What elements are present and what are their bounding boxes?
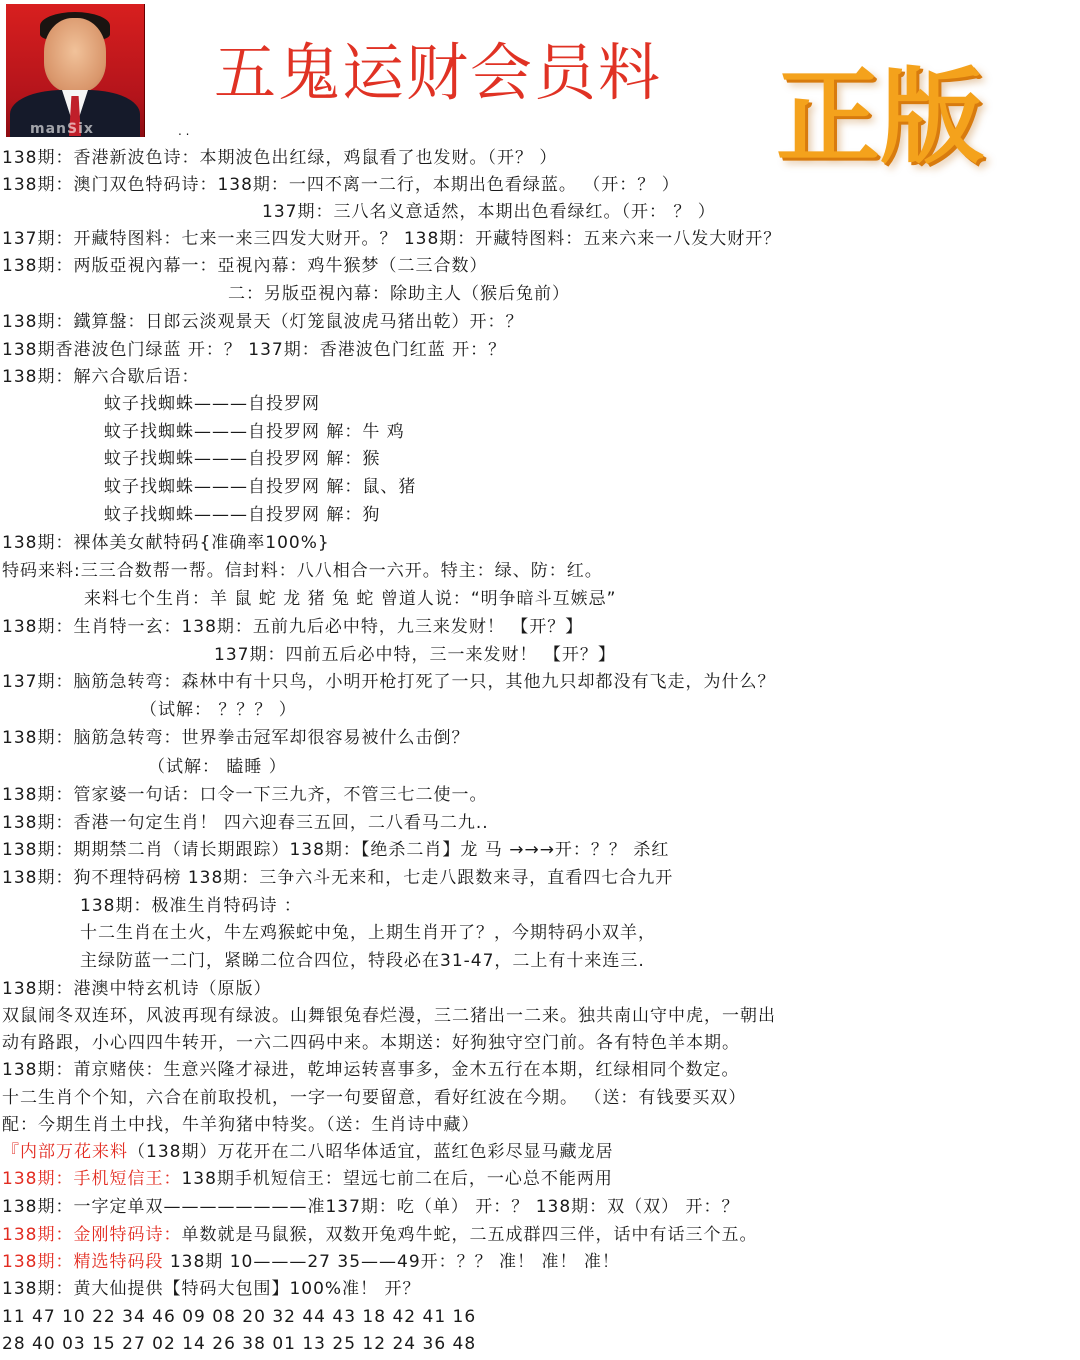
text-line: 138期：香港新波色诗：本期波色出红绿，鸡鼠看了也发财。（开？ ） [2, 148, 558, 168]
red-label: 『内部万花来料 [2, 1142, 128, 1162]
text-line: 特码来料:三三合数帮一帮。信封料：八八相合一六开。特主：绿、防：红。 [2, 561, 603, 581]
text-line: 『内部万花来料（138期）万花开在二八昭华体适宜，蓝红色彩尽显马藏龙居 [2, 1142, 614, 1162]
text-line: 动有路跟，小心四四牛转开，一六二四码中来。本期送：好狗独守空门前。各有特色羊本期。 [2, 1033, 740, 1053]
text-line: 138期：极准生肖特码诗 ： [80, 896, 302, 916]
text-line: 蚊子找蜘蛛———自投罗网 解：狗 [104, 505, 381, 525]
text-line: 138期：金刚特码诗：单数就是马鼠猴，双数开兔鸡牛蛇，二五成群四三伴，话中有话三个五。 [2, 1225, 758, 1245]
text-line: 138期：莆京赌侠：生意兴隆才禄进，乾坤运转喜事多，金木五行在本期，红绿相同个数定。 [2, 1060, 740, 1080]
text-line: （试解： ？？？ ） [140, 700, 297, 720]
text-line: 配：今期生肖土中找，牛羊狗猪中特奖。（送：生肖诗中藏） [2, 1115, 480, 1135]
text-line: 138期：港澳中特玄机诗（原版） [2, 979, 272, 999]
page-title: 五鬼运财会员料 [214, 36, 663, 109]
text-line: 蚊子找蜘蛛———自投罗网 解：猴 [104, 449, 381, 469]
text-line: 蚊子找蜘蛛———自投罗网 [104, 394, 320, 414]
text-line: （试解： 瞌睡 ） [148, 757, 287, 777]
genuine-stamp: 正版 [776, 56, 985, 178]
number-row: 11 47 10 22 34 46 09 08 20 32 44 43 18 42 41 16 [2, 1307, 477, 1327]
text-line: 十二生肖在土火，牛左鸡猴蛇中兔，上期生肖开了？，今期特码小双羊， [80, 923, 656, 943]
text-line: 138期：两版亞視內幕一：亞視內幕：鸡牛猴梦（二三合数） [2, 256, 488, 276]
text-line: 137期：开藏特图料：七来一来三四发大财开。？ 138期：开藏特图料：五来六来一八发大财开？ [2, 229, 782, 249]
text-line: 138期：手机短信王：138期手机短信王：望远七前二在后，一心总不能两用 [2, 1169, 613, 1189]
text-line: 137期：脑筋急转弯：森林中有十只鸟，小明开枪打死了一只，其他九只却都没有飞走，为什么？ [2, 672, 776, 692]
text-line: 138期：脑筋急转弯：世界拳击冠军却很容易被什么击倒？ [2, 728, 470, 748]
text-line: 137期：三八名义意适然，本期出色看绿红。（开： ？ ） [262, 202, 716, 222]
text-line: 蚊子找蜘蛛———自投罗网 解：鼠、猪 [104, 477, 417, 497]
text-line: 138期：解六合歇后语： [2, 367, 200, 387]
text-line: 138期：生肖特一玄：138期：五前九后必中特，九三来发财！ 【开？】 [2, 617, 584, 637]
text-line: 来料七个生肖：羊 鼠 蛇 龙 猪 兔 蛇 曾道人说：“明争暗斗互嫉忌” [84, 589, 617, 609]
text-line: 138期香港波色门绿蓝 开：？ 137期：香港波色门红蓝 开：？ [2, 340, 507, 360]
header-dots: . . [178, 124, 190, 138]
text-line: 蚊子找蜘蛛———自投罗网 解：牛 鸡 [104, 422, 405, 442]
red-label: 138期：金刚特码诗： [2, 1225, 182, 1245]
text-line: 138期：狗不理特码榜 138期：三争六斗无来和，七走八跟数来寻，直看四七合九开 [2, 868, 674, 888]
text-line: 138期：鐵算盤：日郎云淡观景天（灯笼鼠波虎马猪出乾）开：？ [2, 312, 524, 332]
text-line: 138期：期期禁二肖（请长期跟踪）138期：【绝杀二肖】龙 马 →→→开：？？ 杀红 [2, 840, 670, 860]
text-line: 137期：四前五后必中特，三一来发财！ 【开？】 [214, 645, 616, 665]
text-line: 138期：一字定单双————————准137期：吃（单） 开：？ 138期：双（双） 开：？ [2, 1197, 740, 1217]
red-label: 138期：手机短信王： [2, 1169, 182, 1189]
text-line: 双鼠闹冬双连环，风波再现有绿波。山舞银兔春烂漫，三二猪出一二来。独共南山守中虎，一朝出 [2, 1006, 776, 1026]
text-line: 主绿防蓝一二门，紧睇二位合四位，特段必在31-47，二上有十来连三. [80, 951, 645, 971]
photo-watermark: manSix [30, 121, 94, 137]
text-line: 二：另版亞視內幕：除助主人（猴后兔前） [228, 284, 570, 304]
text-line: 138期：管家婆一句话：口令一下三九齐，不管三七二使一。 [2, 785, 488, 805]
text-line: 138期：黄大仙提供【特码大包围】100%准！ 开？ [2, 1279, 421, 1299]
text-line: 138期：精选特码段 138期 10———27 35——49开：？？ 准！ 准！ 准！ [2, 1252, 620, 1272]
text-line: 十二生肖个个知，六合在前取投机，一字一句要留意，看好红波在今期。 （送：有钱要买双） [2, 1088, 747, 1108]
portrait-photo [6, 4, 145, 137]
text-line: 138期：澳门双色特码诗：138期：一四不离一二行，本期出色看绿蓝。 （开：？ ） [2, 175, 680, 195]
number-row: 28 40 03 15 27 02 14 26 38 01 13 25 12 24 36 48 [2, 1334, 477, 1354]
red-label: 138期：精选特码段 [2, 1252, 164, 1272]
text-line: 138期：裸体美女献特码{准确率100%} [2, 533, 330, 553]
text-line: 138期：香港一句定生肖！ 四六迎春三五回，二八看马二九.. [2, 813, 489, 833]
